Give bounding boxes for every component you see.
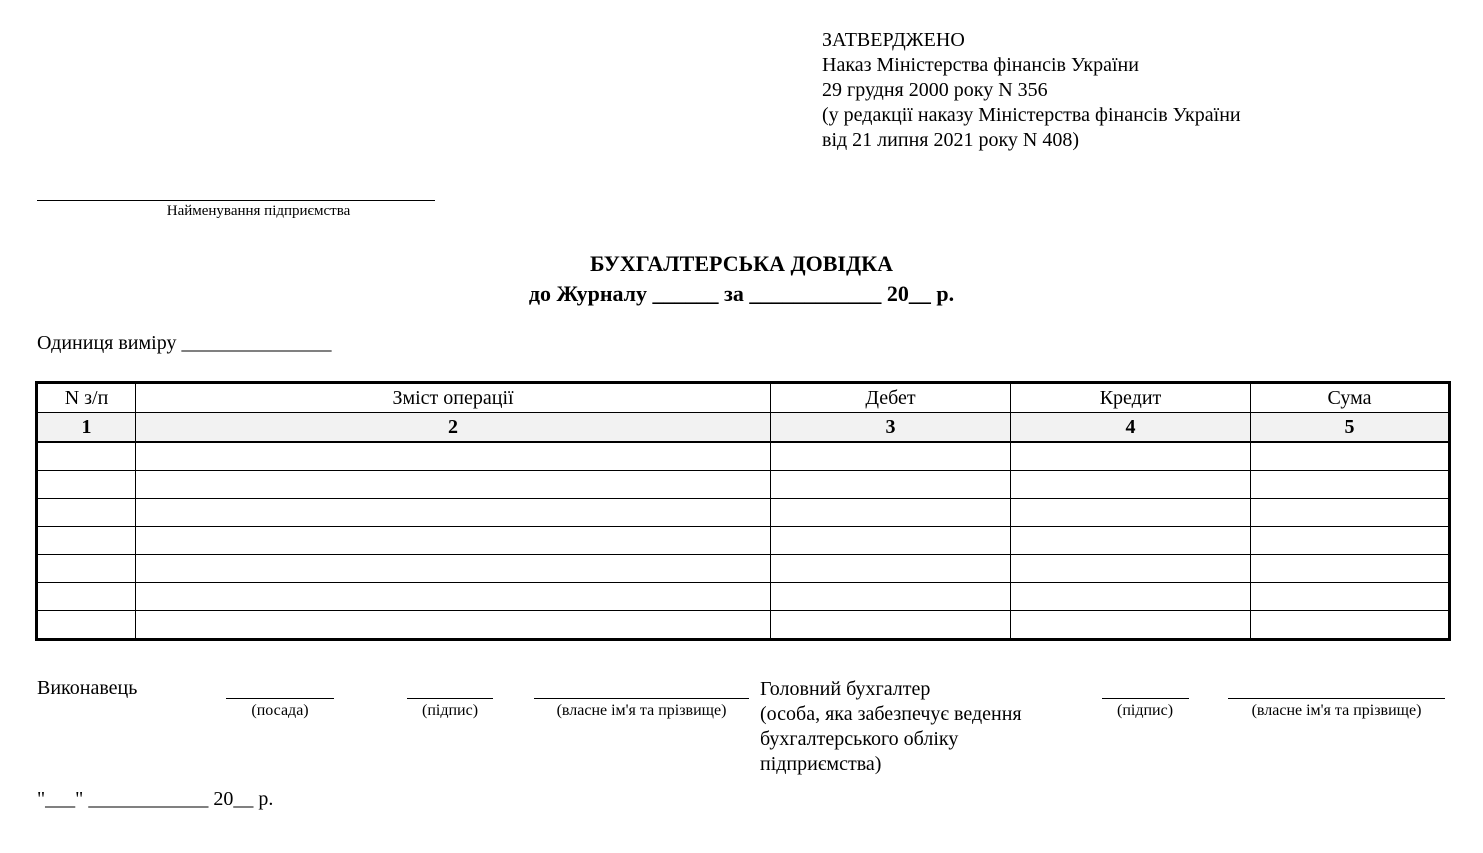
column-number: 5 (1251, 413, 1450, 443)
cell[interactable] (1011, 527, 1251, 555)
cell[interactable] (136, 499, 771, 527)
table-row (37, 555, 1450, 583)
chief-accountant-label (760, 677, 1022, 777)
cell[interactable] (136, 611, 771, 640)
position-caption: (посада) (251, 702, 309, 719)
cell[interactable] (136, 442, 771, 471)
chief-signature-caption: (підпис) (1116, 702, 1174, 719)
document-subtitle: до Журналу ______ за ____________ 20__ р. (528, 281, 955, 306)
cell[interactable] (1011, 583, 1251, 611)
cell[interactable] (771, 611, 1011, 640)
company-name-caption: Найменування підприємства (166, 203, 351, 219)
approval-line: від 21 липня 2021 року N 408) (822, 129, 1080, 151)
cell[interactable] (1011, 555, 1251, 583)
table-row (37, 499, 1450, 527)
table-row (37, 611, 1450, 640)
executor-label: Виконавець (37, 677, 138, 699)
cell[interactable] (37, 527, 136, 555)
document-title: БУХГАЛТЕРСЬКА ДОВІДКА (590, 251, 893, 276)
table-row (37, 583, 1450, 611)
column-number-row (37, 413, 1450, 443)
unit-of-measure: Одиниця виміру _______________ (37, 332, 332, 354)
chief-name-caption: (власне ім'я та прізвище) (1251, 702, 1422, 719)
cell[interactable] (37, 611, 136, 640)
cell[interactable] (136, 471, 771, 499)
cell[interactable] (37, 555, 136, 583)
header-amount: Сума (1251, 383, 1450, 413)
chief-signature-line[interactable] (1102, 698, 1189, 699)
cell[interactable] (136, 527, 771, 555)
chief-line: Головний бухгалтер (760, 678, 931, 700)
cell[interactable] (1251, 555, 1450, 583)
date-field: "___" ____________ 20__ р. (37, 788, 274, 810)
table-row (37, 442, 1450, 471)
chief-line: (особа, яка забезпечує ведення (760, 703, 1022, 725)
cell[interactable] (136, 583, 771, 611)
cell[interactable] (136, 555, 771, 583)
cell[interactable] (1011, 499, 1251, 527)
cell[interactable] (37, 442, 136, 471)
cell[interactable] (37, 499, 136, 527)
cell[interactable] (771, 471, 1011, 499)
cell[interactable] (1251, 527, 1450, 555)
header-content: Зміст операції (136, 383, 771, 413)
cell[interactable] (1251, 442, 1450, 471)
approval-line: Наказ Міністерства фінансів України (822, 54, 1139, 76)
cell[interactable] (771, 442, 1011, 471)
ledger-table (35, 381, 1451, 641)
position-line[interactable] (226, 698, 334, 699)
signature-caption: (підпис) (421, 702, 479, 719)
chief-line: бухгалтерського обліку (760, 728, 959, 750)
cell[interactable] (771, 583, 1011, 611)
header-number: N з/п (37, 383, 136, 413)
cell[interactable] (771, 527, 1011, 555)
cell[interactable] (771, 499, 1011, 527)
table-header-row (37, 383, 1450, 413)
column-number: 1 (37, 413, 136, 443)
table-row (37, 527, 1450, 555)
cell[interactable] (1011, 471, 1251, 499)
table-row (37, 471, 1450, 499)
column-number: 3 (771, 413, 1011, 443)
chief-name-line[interactable] (1228, 698, 1445, 699)
cell[interactable] (37, 471, 136, 499)
cell[interactable] (1251, 499, 1450, 527)
name-line[interactable] (534, 698, 749, 699)
company-name-line (37, 200, 435, 201)
approval-line: 29 грудня 2000 року N 356 (822, 79, 1048, 101)
cell[interactable] (1251, 471, 1450, 499)
cell[interactable] (1011, 611, 1251, 640)
cell[interactable] (771, 555, 1011, 583)
cell[interactable] (37, 583, 136, 611)
cell[interactable] (1251, 583, 1450, 611)
cell[interactable] (1251, 611, 1450, 640)
column-number: 4 (1011, 413, 1251, 443)
approval-block (822, 28, 1241, 153)
header-credit: Кредит (1011, 383, 1251, 413)
approval-line: (у редакції наказу Міністерства фінансів України (822, 104, 1241, 126)
signature-line[interactable] (407, 698, 493, 699)
approval-line: ЗАТВЕРДЖЕНО (822, 29, 965, 51)
name-caption: (власне ім'я та прізвище) (556, 702, 727, 719)
column-number: 2 (136, 413, 771, 443)
header-debit: Дебет (771, 383, 1011, 413)
chief-line: підприємства) (760, 753, 882, 775)
cell[interactable] (1011, 442, 1251, 471)
